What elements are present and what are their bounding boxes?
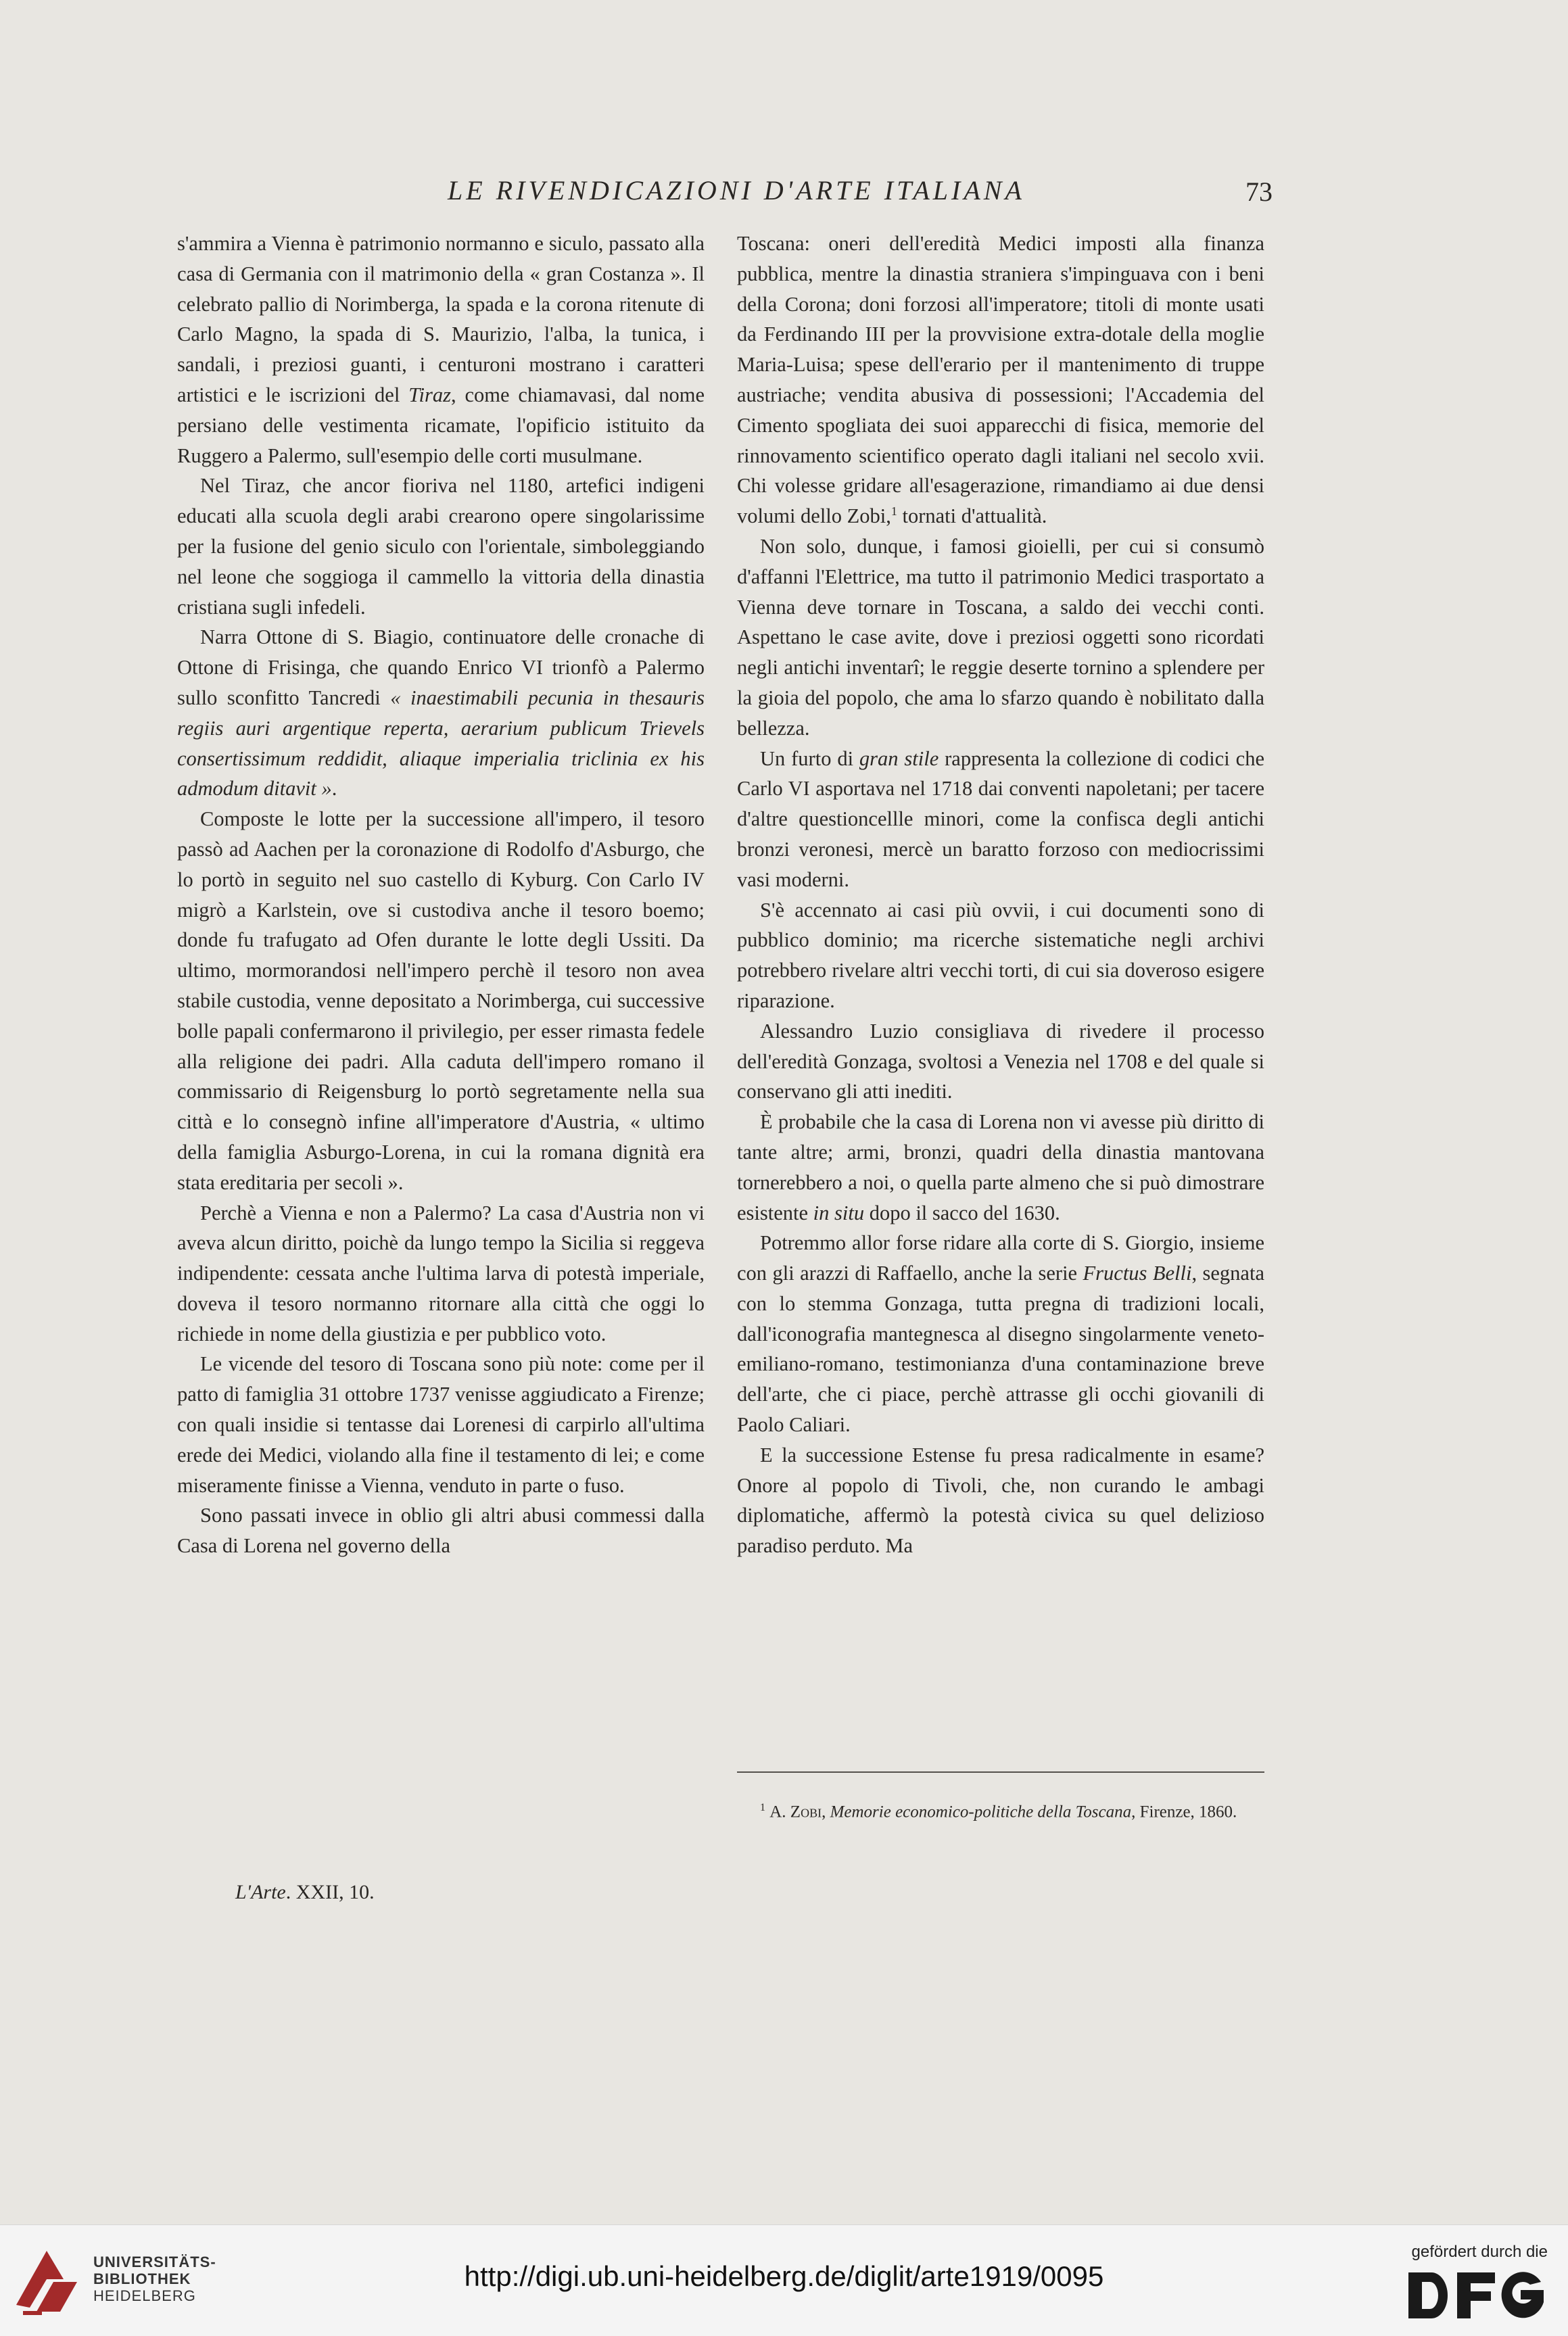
- paragraph: Sono passati invece in oblio gli altri abusi commessi dalla Casa di Lorena nel governo della: [177, 1504, 705, 1558]
- paragraph: E la successione Estense fu presa radicalmente in esame? Onore al popolo di Tivoli, che, non curando le ambagi diplomatiche, affermò la potestà civica su quel delizioso paradiso perduto. Ma: [737, 1443, 1264, 1558]
- paragraph: Un furto di gran stile rappresenta la collezione di codici che Carlo VI asportava nel 1718 dai conventi napoletani; per tacere d'altre questioncellle minori, come la confisca degli antichi bronzi veronesi, mercè un baratto forzoso con mediocrissimi vasi moderni.: [737, 746, 1264, 891]
- dfg-logo-icon[interactable]: [1406, 2268, 1548, 2322]
- issue-signature: L'Arte. XXII, 10.: [235, 1881, 375, 1903]
- latin-quote: « inaestimabili pecunia in thesauris regiis auri argentique reperta, aerarium publicum Trievels consertissimum reddidit, aliaque imperialia triclinia ex his admodum ditavit »: [177, 686, 705, 801]
- footnote: $^1$ A. Zobi, Memorie economico-politiche della Toscana, Firenze, 1860.: [760, 1802, 1237, 1821]
- running-title: LE RIVENDICAZIONI D'ARTE ITALIANA: [448, 175, 1025, 206]
- footnote-author: A. Zobi: [769, 1803, 822, 1821]
- emphasis: in situ: [813, 1201, 865, 1224]
- paragraph: S'è accennato ai casi più ovvii, i cui documenti sono di pubblico dominio; ma ricerche sistematiche negli archivi potrebbero rivelare altri vecchi torti, di cui sia doveroso esigere riparazione.: [737, 898, 1264, 1012]
- paragraph: Toscana: oneri dell'eredità Medici imposti alla finanza pubblica, mentre la dinastia straniera s'impinguava con i beni della Corona; doni forzosi all'imperatore; titoli di monte usati da Ferdinando III per la provvisione extra-dotale della moglie Maria-Luisa; spese dell'erario per il mantenimento di truppe austriache; vendita abusiva di possessioni; l'Accademia del Cimento spogliata dei suoi apparecchi di fisica, memorie del rinnovamento scientifico operato dagli italiani nel secolo xvii. Chi volesse gridare all'esagerazione, rimandiamo ai due densi volumi dello Zobi,$^1$ tornati d'attualità.: [737, 232, 1264, 528]
- paragraph: s'ammira a Vienna è patrimonio normanno e siculo, passato alla casa di Germania con il matrimonio della « gran Costanza ». Il celebrato pallio di Norimberga, la spada e la corona ritenute di Carlo Magno, la spada di S. Maurizio, l'alba, la tunica, i sandali, i preziosi guanti, i centuroni mostrano i caratteri artistici e le iscrizioni del Tiraz, come chiamavasi, dal nome persiano delle vestimenta ricamate, l'opificio istituito da Ruggero a Palermo, sull'esempio delle corti musulmane.: [177, 232, 705, 467]
- paragraph: Nel Tiraz, che ancor fioriva nel 1180, artefici indigeni educati alla scuola degli arabi crearono opere singolarissime per la fusione del genio siculo con l'orientale, simboleggiando nel leone che soggioga il cammello la vittoria della dinastia cristiana sugli infedeli.: [177, 474, 705, 619]
- left-column: [177, 229, 705, 1561]
- running-head: [177, 174, 1273, 215]
- viewer-footer: [0, 2224, 1568, 2336]
- institution-name: UNIVERSITÄTS- BIBLIOTHEK HEIDELBERG: [93, 2254, 216, 2304]
- funded-by-label: gefördert durch die: [1411, 2243, 1548, 2261]
- paragraph: Narra Ottone di S. Biagio, continuatore delle cronache di Ottone di Frisinga, che quando Enrico VI trionfò a Palermo sullo sconfitto Tancredi « inaestimabili pecunia in thesauris regiis auri argentique reperta, aerarium publicum Trievels consertissimum reddidit, aliaque imperialia triclinia ex his admodum ditavit ».: [177, 625, 705, 801]
- paragraph: Alessandro Luzio consigliava di rivedere il processo dell'eredità Gonzaga, svoltosi a Venezia nel 1708 e del quale si conservano gli atti inediti.: [737, 1019, 1264, 1103]
- emphasis: Tiraz: [408, 383, 451, 406]
- paragraph: Composte le lotte per la successione all'impero, il tesoro passò ad Aachen per la coronazione di Rodolfo d'Asburgo, che lo portò in seguito nel suo castello di Kyburg. Con Carlo IV migrò a Karlstein, ove si custodiva anche il tesoro boemo; donde fu trafugato ad Ofen durante le lotte degli Ussiti. Da ultimo, mormorandosi nell'impero perchè il tesoro non avea stabile custodia, venne depositato a Norimberga, cui successive bolle papali confermarono il privilegio, per esser rimasta fedele alla religione dei padri. Alla caduta dell'impero romano il commissario di Reigensburg lo portò segretamente nella sua città e lo consegnò infine all'imperatore d'Austria, « ultimo della famiglia Asburgo-Lorena, in cui la romana dignità era stata ereditaria per secoli ».: [177, 807, 705, 1194]
- paragraph: Le vicende del tesoro di Toscana sono più note: come per il patto di famiglia 31 ottobre 1737 venisse aggiudicato a Firenze; con quali insidie si tentasse dai Lorenesi di carpirlo all'ultima erede dei Medici, violando alla fine il testamento di lei; e come miseramente finisse a Vienna, venduto in parte o fuso.: [177, 1352, 705, 1497]
- footnote-title: Memorie economico-politiche della Toscana: [830, 1803, 1132, 1821]
- emphasis: gran stile: [859, 746, 939, 770]
- permalink-url[interactable]: http://digi.ub.uni-heidelberg.de/diglit/arte1919/0095: [464, 2260, 1104, 2292]
- footnote-ref[interactable]: 1: [890, 504, 897, 519]
- paragraph: Potremmo allor forse ridare alla corte di S. Giorgio, insieme con gli arazzi di Raffaello, anche la serie Fructus Belli, segnata con lo stemma Gonzaga, tutta pregna di tradizioni locali, dall'iconografia mantegnesca al disegno singolarmente veneto-emiliano-romano, testimonianza d'una contaminazione breve dell'arte, che ci piace, perchè attrasse gli occhi giovanili di Paolo Caliari.: [737, 1231, 1264, 1437]
- emphasis: Fructus Belli: [1083, 1262, 1192, 1285]
- footnote-mark: 1: [760, 1802, 765, 1813]
- paragraph: Perchè a Vienna e non a Palermo? La casa d'Austria non vi aveva alcun diritto, poichè da lungo tempo la Sicilia si reggeva indipendente: cessata anche l'ultima larva di potestà imperiale, doveva il tesoro normanno ritornare alla città che oggi lo richiede in nome della giustizia e per pubblico voto.: [177, 1201, 705, 1345]
- paragraph: È probabile che la casa di Lorena non vi avesse più diritto di tante altre; armi, bronzi, quadri della dinastia mantovana tornerebbero a noi, o quella parte almeno che si può dimostrare esistente in situ dopo il sacco del 1630.: [737, 1110, 1264, 1224]
- footnote-divider: [737, 1771, 1264, 1773]
- right-column: [737, 229, 1264, 1561]
- page-number: 73: [1245, 176, 1273, 207]
- paragraph: Non solo, dunque, i famosi gioielli, per cui si consumò d'affanni l'Elettrice, ma tutto il patrimonio Medici trasportato a Vienna deve tornare in Toscana, a saldo dei vecchi conti. Aspettano le case avite, dove i preziosi oggetti sono ricordati negli antichi inventarî; le reggie deserte tornino a splendere per la gioia del popolo, che ama lo sfarzo quando è nobilitato dalla bellezza.: [737, 534, 1264, 740]
